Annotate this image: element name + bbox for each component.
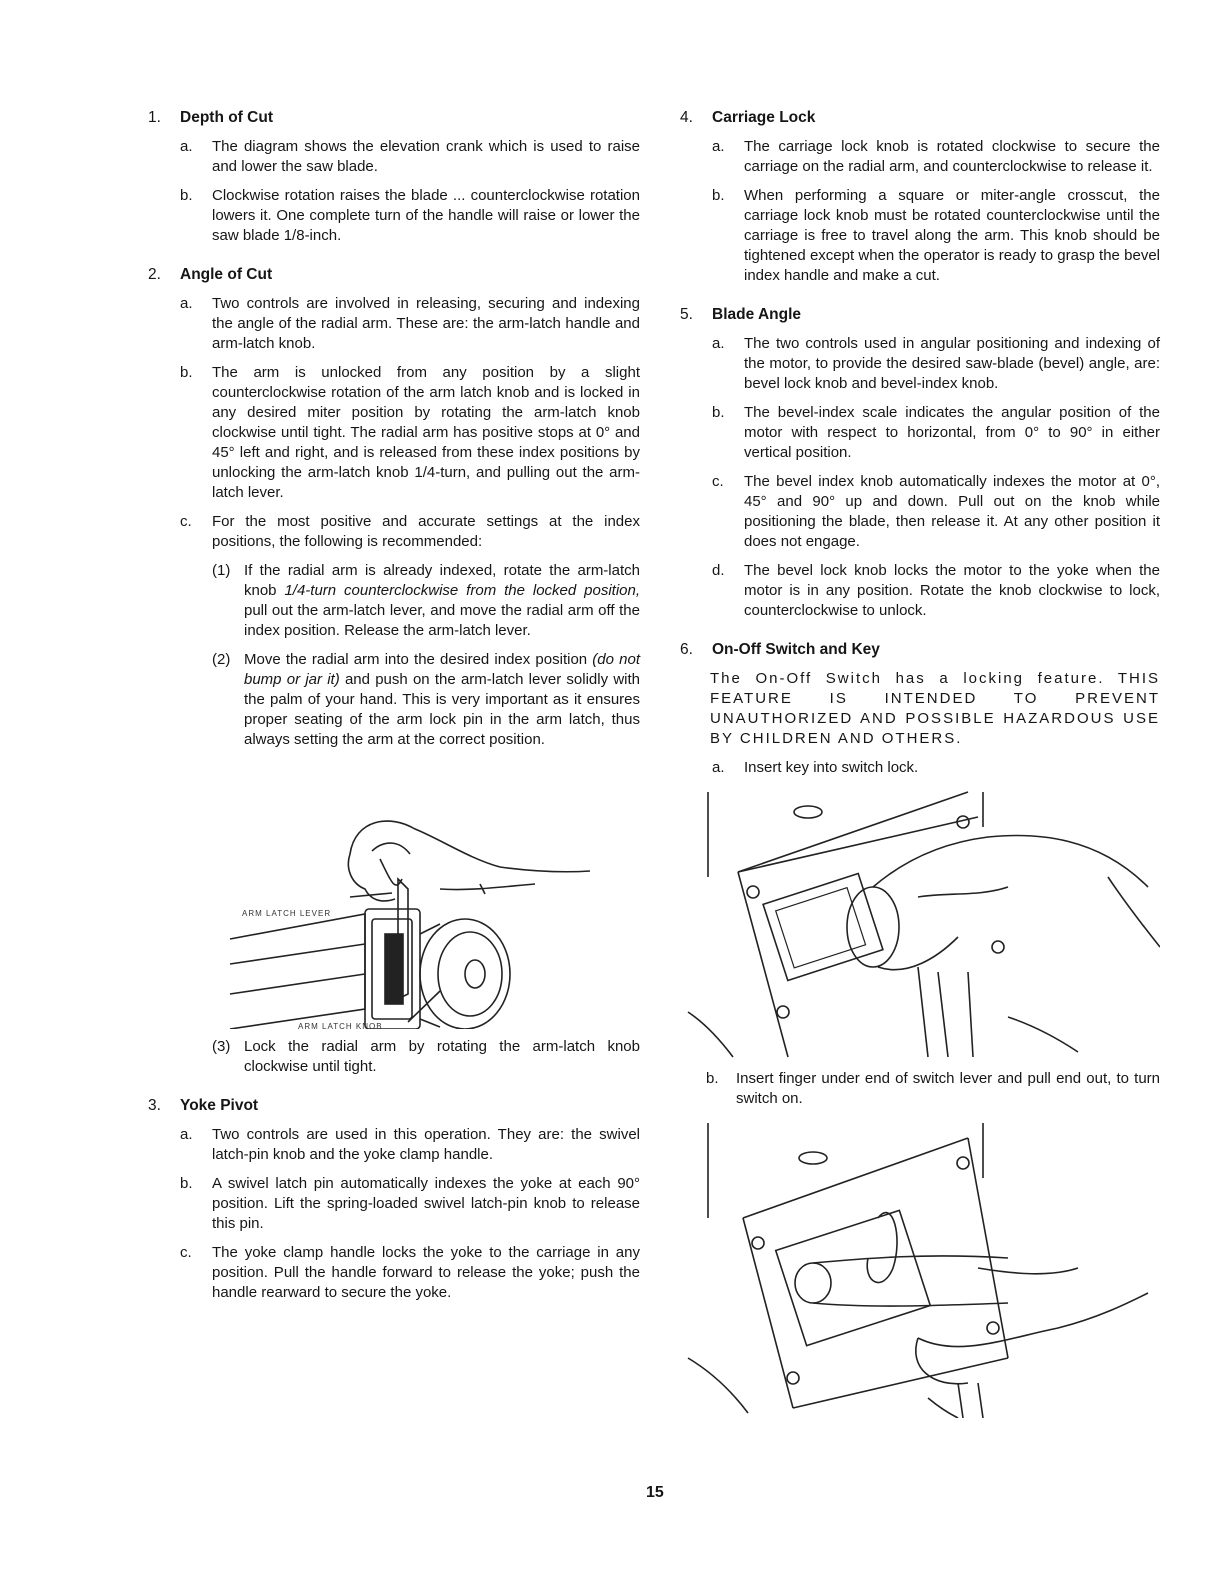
item-letter: a. (712, 138, 725, 155)
item-letter: a. (712, 335, 725, 352)
item-text-pre: If the radial arm is already indexed, rotate the arm-latch knob (244, 562, 640, 599)
sub-item (140, 650, 640, 750)
list-item (140, 512, 640, 552)
section-blade-angle-title (678, 305, 1160, 325)
item-text-post: pull out the arm-latch lever, and move the radial arm off the index position. Release the arm-latch lever. (244, 602, 640, 639)
arm-latch-lever-label: ARM LATCH LEVER (242, 909, 332, 918)
list-item (678, 186, 1160, 286)
section-yoke-pivot-title (140, 1096, 640, 1116)
item-text: Two controls are used in this operation. They are: the swivel latch-pin knob and the yoke clamp handle. (212, 1126, 640, 1163)
section-number: 2. (148, 266, 161, 283)
section-carriage-lock-title (678, 108, 1160, 128)
arm-latch-illustration (140, 759, 640, 1029)
insert-key-illustration (678, 787, 1160, 1063)
list-item (678, 561, 1160, 621)
page-number: 15 (646, 1484, 664, 1501)
item-text: For the most positive and accurate settings at the index positions, the following is recommended: (212, 513, 640, 550)
item-text: Insert key into switch lock. (744, 759, 919, 776)
item-letter: c. (180, 513, 192, 530)
item-number: (1) (212, 562, 231, 579)
left-column (140, 108, 640, 1312)
list-item (678, 137, 1160, 177)
section-depth-of-cut-title (140, 108, 640, 128)
list-item (140, 1243, 640, 1303)
item-text-pre: Move the radial arm into the desired index position (244, 651, 593, 668)
section-title-text: Depth of Cut (180, 109, 273, 126)
item-letter: b. (712, 187, 725, 204)
section-angle-of-cut-title (140, 265, 640, 285)
section-title-text: On-Off Switch and Key (712, 641, 880, 658)
item-text: Two controls are involved in releasing, securing and indexing the angle of the radial arm. These are: the arm-latch handle and arm-latch knob. (212, 295, 640, 352)
arm-latch-drawing (140, 759, 640, 1029)
section-title-text: Angle of Cut (180, 266, 273, 283)
section-number: 4. (680, 109, 693, 126)
item-number: (3) (212, 1038, 231, 1055)
item-text: The carriage lock knob is rotated clockwise to secure the carriage on the radial arm, and counterclockwise to release it. (744, 138, 1160, 175)
right-column (678, 108, 1160, 1418)
list-item (140, 294, 640, 354)
list-item (140, 1174, 640, 1234)
item-letter: a. (180, 295, 193, 312)
section-number: 3. (148, 1097, 161, 1114)
item-text: The arm is unlocked from any position by a slight counterclockwise rotation of the arm latch knob and is locked in any desired miter position by rotating the arm-latch knob clockwise until tight. The radial arm has positive stops at 0° and 45° left and right, and is released from these index positions by unlocking the arm-latch knob 1/4-turn, and pulling out the arm-latch lever. (212, 364, 640, 501)
item-text: Clockwise rotation raises the blade ... counterclockwise rotation lowers it. One complete turn of the handle will raise or lower the saw blade 1/8-inch. (212, 187, 640, 244)
item-text: When performing a square or miter-angle crosscut, the carriage lock knob must be rotated counterclockwise until the carriage is free to travel along the arm. This knob should be tightened except when the operator is ready to grasp the bevel index handle and make a cut. (744, 187, 1160, 284)
list-item (140, 186, 640, 246)
list-item (678, 472, 1160, 552)
item-text: The diagram shows the elevation crank which is used to raise and lower the saw blade. (212, 138, 640, 175)
section-number: 6. (680, 641, 693, 658)
item-letter: b. (180, 187, 193, 204)
insert-key-drawing (678, 787, 1160, 1063)
arm-latch-knob-label: ARM LATCH KNOB (298, 1022, 383, 1031)
item-letter: d. (712, 562, 725, 579)
list-item (678, 758, 1160, 778)
list-item (678, 1069, 1160, 1109)
item-letter: a. (712, 759, 725, 776)
list-item (140, 137, 640, 177)
item-letter: a. (180, 1126, 193, 1143)
item-text: A swivel latch pin automatically indexes the yoke at each 90° position. Lift the spring-loaded swivel latch-pin knob to release this pin. (212, 1175, 640, 1232)
item-text: The bevel-index scale indicates the angular position of the motor with respect to horizontal, from 0° to 90° in either vertical position. (744, 404, 1160, 461)
item-text: Lock the radial arm by rotating the arm-latch knob clockwise until tight. (244, 1038, 640, 1075)
list-item (678, 403, 1160, 463)
item-letter: a. (180, 138, 193, 155)
section-on-off-switch-title (678, 640, 1160, 660)
sub-item (140, 1037, 640, 1077)
item-text: The two controls used in angular positioning and indexing of the motor, to provide the desired saw-blade (bevel) angle, are: bevel lock knob and bevel-index knob. (744, 335, 1160, 392)
item-letter: b. (706, 1070, 719, 1087)
item-text-post: and push on the arm-latch lever solidly with the palm of your hand. This is very important as it ensures proper seating of the arm lock pin in the arm latch, thus always setting the arm at the correct position. (244, 671, 641, 748)
item-text: The yoke clamp handle locks the yoke to the carriage in any position. Pull the handle forward to release the yoke; push the handle rearward to secure the yoke. (212, 1244, 640, 1301)
item-letter: b. (180, 364, 193, 381)
item-number: (2) (212, 651, 231, 668)
section-title-text: Blade Angle (712, 306, 801, 323)
section-title-text: Carriage Lock (712, 109, 816, 126)
item-text-emphasis: (do not bump or jar it) (244, 651, 640, 688)
item-text: The bevel lock knob locks the motor to the yoke when the motor is in any position. Rotate the knob clockwise to lock, counterclockwise to unlock. (744, 562, 1160, 619)
item-letter: b. (712, 404, 725, 421)
section-number: 1. (148, 109, 161, 126)
item-text-emphasis: 1/4-turn counterclockwise from the locked position, (284, 582, 641, 599)
list-item (678, 334, 1160, 394)
list-item (140, 1125, 640, 1165)
item-letter: c. (712, 473, 724, 490)
turn-on-switch-drawing (678, 1118, 1160, 1418)
list-item (140, 363, 640, 503)
section-number: 5. (680, 306, 693, 323)
item-text: Insert finger under end of switch lever and pull end out, to turn switch on. (736, 1070, 1160, 1107)
item-letter: c. (180, 1244, 192, 1261)
section-title-text: Yoke Pivot (180, 1097, 259, 1114)
item-letter: b. (180, 1175, 193, 1192)
turn-on-switch-illustration (678, 1118, 1160, 1418)
item-text: The bevel index knob automatically indexes the motor at 0°, 45° and 90° up and down. Pull out on the knob while positioning the blade, then release it. At any other position it does not engage. (744, 473, 1160, 550)
sub-item (140, 561, 640, 641)
switch-warning-paragraph: The On-Off Switch has a locking feature. THIS FEATURE IS INTENDED TO PREVENT UNAUTHORIZED AND POSSIBLE HAZARDOUS USE BY CHILDREN AND OTHERS. (710, 670, 1160, 747)
